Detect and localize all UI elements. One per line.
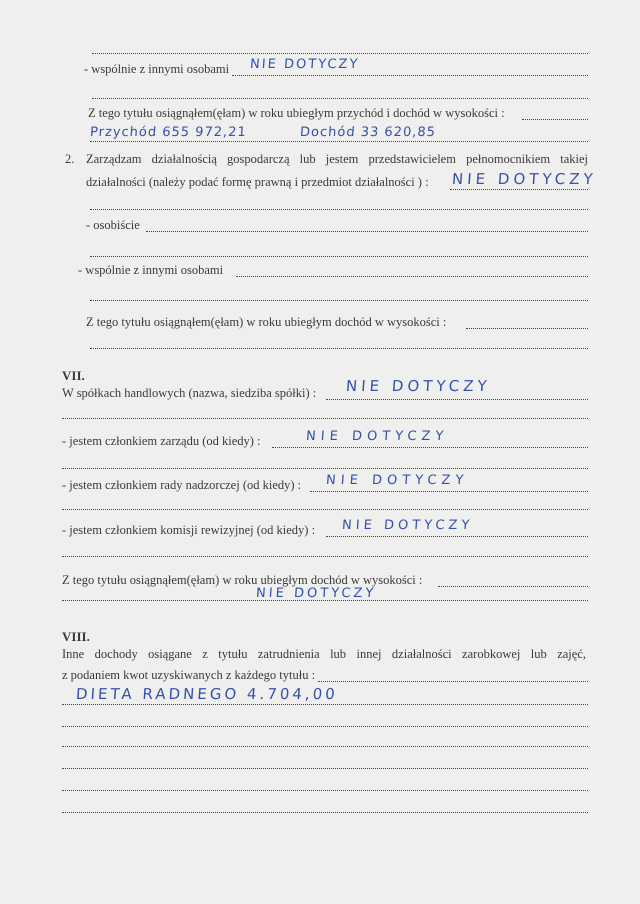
dotted-line (236, 276, 588, 277)
dotted-line (326, 536, 588, 537)
dotted-line (90, 209, 588, 210)
dotted-line (62, 704, 588, 705)
item2-handwriting: NIE DOTYCZY (451, 170, 598, 188)
jointly-label: - wspólnie z innymi osobami (84, 62, 230, 76)
jointly-handwriting: NIE DOTYCZY (249, 57, 360, 72)
companies-handwriting: NIE DOTYCZY (345, 377, 492, 395)
dotted-line (450, 189, 588, 190)
vii-income-handwriting: NIE DOTYCZY (255, 586, 377, 601)
item2-line2: działalności (należy podać formę prawną i przedmiot działalności ) : (86, 175, 429, 189)
dotted-line (62, 790, 588, 791)
dotted-line (146, 231, 588, 232)
jointly2-label: - wspólnie z innymi osobami (78, 263, 224, 277)
board-handwriting: NIE DOTYCZY (305, 429, 449, 444)
dotted-line (272, 447, 588, 448)
dotted-line (318, 681, 588, 682)
dotted-line (62, 768, 588, 769)
viii-line1: Inne dochody osiągane z tytułu zatrudnienia lub innej działalności zarobkowej lub zajęć, (62, 647, 586, 661)
dotted-line (62, 468, 588, 469)
dotted-line (62, 600, 588, 601)
dotted-line (62, 556, 588, 557)
dotted-line (232, 75, 588, 76)
dotted-line (438, 586, 588, 587)
section-vii-heading: VII. (62, 368, 85, 383)
audit-label: - jestem członkiem komisji rewizyjnej (od kiedy) : (62, 523, 316, 537)
income2-label: Z tego tytułu osiągnąłem(ęłam) w roku ubiegłym dochód w wysokości : (86, 315, 447, 329)
item2-number: 2. (65, 152, 75, 166)
dotted-line (466, 328, 588, 329)
dotted-line (62, 746, 588, 747)
dotted-line (62, 418, 588, 419)
supervisory-handwriting: NIE DOTYCZY (325, 473, 469, 488)
section-viii-heading: VIII. (62, 629, 90, 644)
dotted-line (62, 726, 588, 727)
companies-label: W spółkach handlowych (nazwa, siedziba spółki) : (62, 386, 317, 400)
dotted-line (62, 812, 588, 813)
dotted-line (90, 256, 588, 257)
income-label: Z tego tytułu osiągnąłem(ęłam) w roku ubiegłym przychód i dochód w wysokości : (88, 106, 505, 120)
item2-line1: Zarządzam działalnością gospodarczą lub jestem przedstawicielem pełnomocnikiem takiej (86, 152, 588, 166)
revenue-handwriting: Przychód 655 972,21 (89, 125, 248, 140)
income-handwriting: Dochód 33 620,85 (299, 125, 437, 140)
dotted-line (522, 119, 588, 120)
dotted-line (92, 98, 588, 99)
dotted-line (62, 509, 588, 510)
audit-handwriting: NIE DOTYCZY (341, 518, 474, 533)
viii-line2: z podaniem kwot uzyskiwanych z każdego tytułu : (62, 668, 316, 682)
dotted-line (92, 53, 588, 54)
vii-income-label: Z tego tytułu osiągnąłem(ęłam) w roku ubiegłym dochód w wysokości : (62, 573, 423, 587)
personally-label: - osobiście (86, 218, 140, 232)
supervisory-label: - jestem członkiem rady nadzorczej (od kiedy) : (62, 478, 302, 492)
board-label: - jestem członkiem zarządu (od kiedy) : (62, 434, 261, 448)
dotted-line (90, 300, 588, 301)
dotted-line (310, 491, 588, 492)
viii-answer-handwriting: DIETA RADNEGO 4.704,00 (75, 685, 339, 703)
dotted-line (326, 399, 588, 400)
dotted-line (90, 348, 588, 349)
